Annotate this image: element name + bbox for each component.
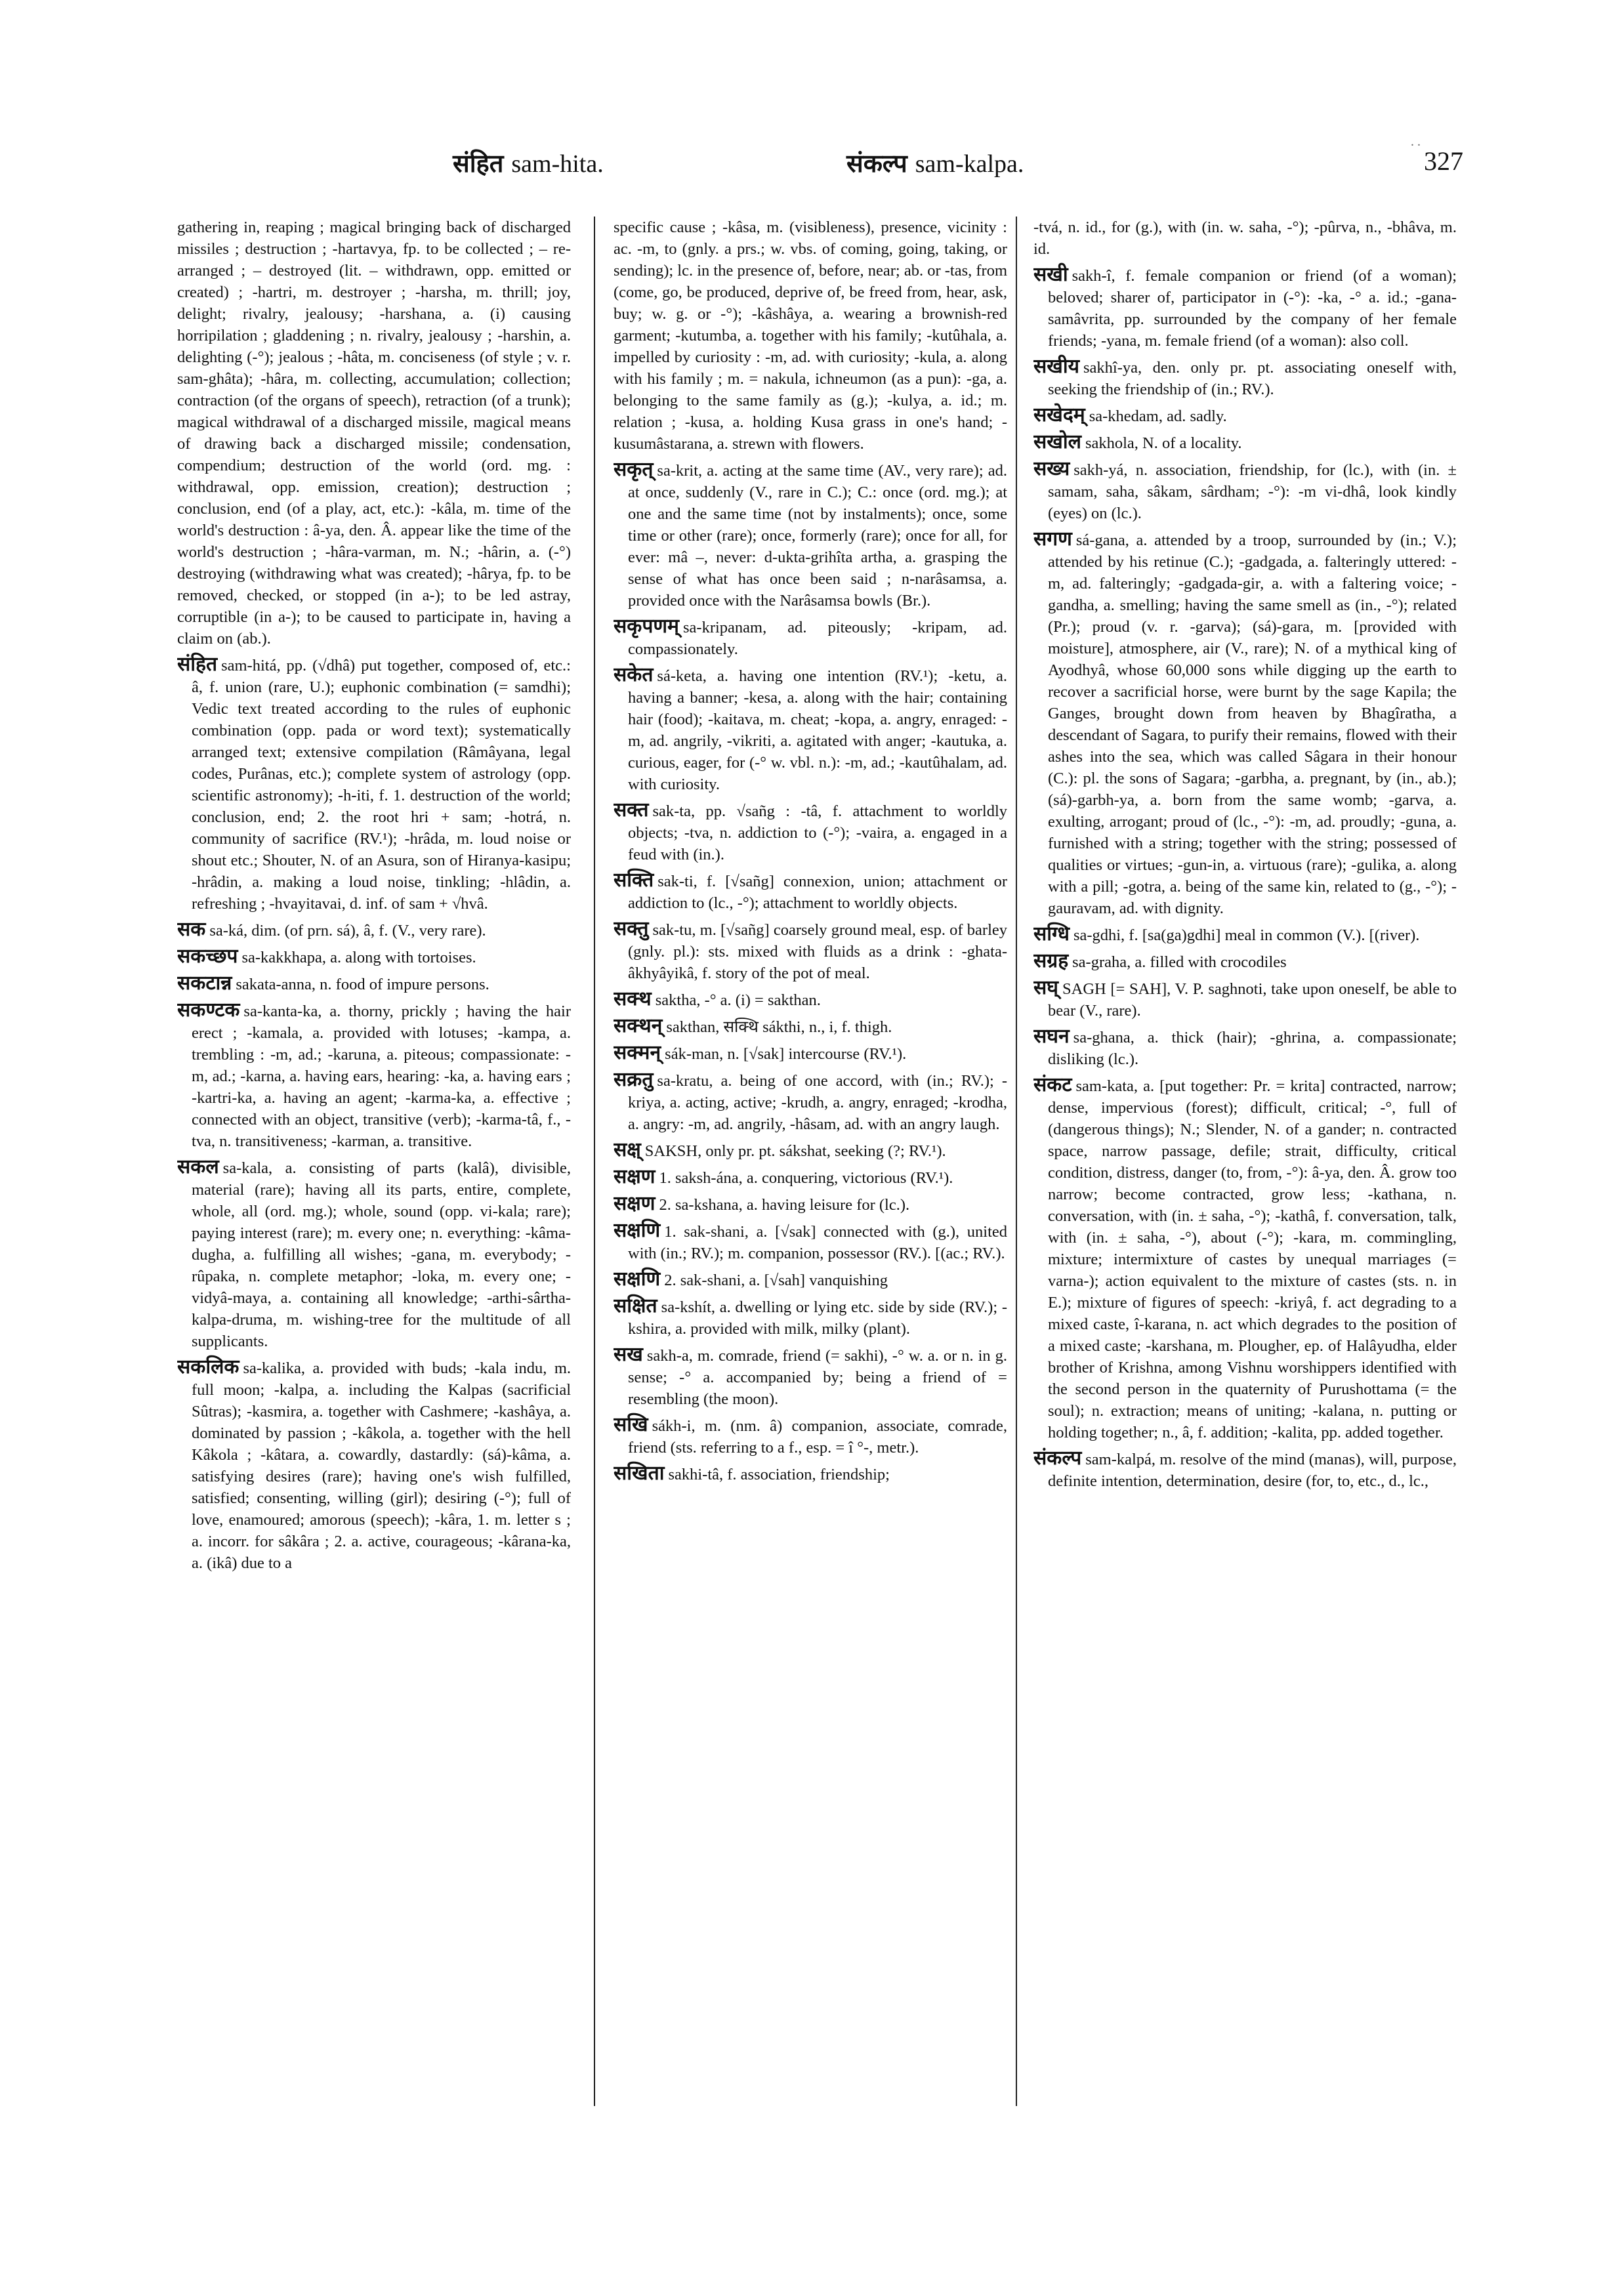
headword-devanagari: सक्षणि <box>614 1219 661 1242</box>
headword-devanagari: सक्षण <box>614 1192 656 1215</box>
headword-devanagari: सकटान्न <box>177 972 232 995</box>
entry-text: sa-kripanam, ad. piteously; -kripam, ad. compassionately. <box>628 619 1007 658</box>
header-left-roman: sam-hita. <box>511 150 604 178</box>
dictionary-entry <box>177 653 571 915</box>
headword-devanagari: सकल <box>177 1155 219 1178</box>
header-center-devanagari: संकल्प <box>846 149 907 178</box>
entry-text: sa-kratu, a. being of one accord, with (in.; RV.); -kriya, a. acting, active; -krudh, a. angry, enraged; -krodha, a. angry: -m, ad. angrily, -hâsam, ad. with an angry laugh. <box>628 1072 1007 1133</box>
dictionary-entry <box>614 1295 1007 1340</box>
entry-text: sa-ká, dim. (of prn. sá), â, f. (V., very rare). <box>209 922 486 940</box>
continued-entry <box>1033 217 1457 260</box>
headword-devanagari: सगण <box>1033 527 1072 550</box>
dictionary-entry <box>614 1042 1007 1065</box>
dictionary-entry <box>177 1356 571 1574</box>
dictionary-entry <box>177 972 571 995</box>
headword-devanagari: सक्षण <box>614 1165 656 1188</box>
entry-text: sak-ti, f. [√sañg] connexion, union; attachment or addiction to (lc., -°); attachment to worldly objects. <box>628 873 1007 912</box>
dictionary-entry <box>1033 458 1457 524</box>
dictionary-entry <box>177 919 571 941</box>
dictionary-entry <box>177 945 571 968</box>
headword-devanagari: सखोल <box>1033 430 1081 453</box>
entry-text: 2. sak-shani, a. [√sah] vanquishing <box>664 1272 888 1289</box>
entry-text: sakhî-ya, den. only pr. pt. associating oneself with, seeking the friendship of (in.; RV.). <box>1048 359 1457 398</box>
dictionary-entry <box>1033 923 1457 946</box>
entry-text: sa-kalika, a. provided with buds; -kala indu, m. full moon; -kalpa, a. including the Kalpas (sacrificial Sûtras); -kasmira, a. together with Cashmere; -kashâya, a. dominated by passion ; -kâkola, a. together with the hell Kâkola ; -kâtara, a. cowardly, dastardly: (sá)-kâma, a. satisfying desires (rare); having one's wish fulfilled, satisfied; consenting, willing (girl); desiring (-°); full of love, enamoured; amorous (speech); -kâra, 1. m. letter s ; a. incorr. for sâkâra ; 2. a. active, courageous; -kârana-ka, a. (ikâ) due to a <box>192 1359 571 1572</box>
dictionary-entry <box>614 918 1007 984</box>
dictionary-entry <box>614 1069 1007 1135</box>
dictionary-entry <box>1033 528 1457 919</box>
header-center-guideword <box>846 146 1024 180</box>
dictionary-entry <box>1033 977 1457 1022</box>
entry-text: sá-keta, a. having one intention (RV.¹); -ketu, a. having a banner; -kesa, a. along with the hair; containing hair (food); -kaitava, m. cheat; -kopa, a. angry, enraged: -m, ad. angrily, -vikriti, a. agitated with anger; -kautuka, a. curious, eager, for (-° w. vbl. n.): -m, ad.; -kautûhalam, ad. with curiosity. <box>628 667 1007 793</box>
headword-devanagari: सक्तु <box>614 917 649 940</box>
headword-devanagari: सक्मन् <box>614 1041 661 1064</box>
dictionary-entry <box>1033 356 1457 400</box>
continued-entry <box>177 217 571 650</box>
headword-devanagari: सक्थ <box>614 987 652 1010</box>
entry-text: -tvá, n. id., for (g.), with (in. w. saha, -°); -pûrva, n., -bhâva, m. id. <box>1033 218 1457 258</box>
entry-text: sa-kshít, a. dwelling or lying etc. side by side (RV.); -kshira, a. provided with milk, milky (plant). <box>628 1298 1007 1338</box>
entry-text: sa-gdhi, f. [sa(ga)gdhi] meal in common (V.). [(river). <box>1073 926 1420 944</box>
headword-devanagari: सकलिक <box>177 1355 239 1378</box>
headword-devanagari: सकृपणम् <box>614 615 679 638</box>
entry-text: 1. sak-shani, a. [√sak] connected with (g.), united with (in.; RV.); m. companion, possessor (RV.). [(ac.; RV.). <box>628 1223 1007 1262</box>
headword-devanagari: सकच्छप <box>177 945 238 968</box>
corner-marks: . . <box>1411 134 1421 149</box>
headword-devanagari: संकल्प <box>1033 1447 1082 1470</box>
entry-text: sa-krit, a. acting at the same time (AV., very rare); ad. at once, suddenly (V., rare in C.); C.: once (ord. mg.); at one and the same time (not by instalments); once, some time or other (rare); once, formerly (rare); once for all, for ever: mâ –, never: d-ukta-grihîta artha, a. grasping the sense of what has once been said ; n-narâsamsa, a. provided once with the Narâsamsa bowls (Br.). <box>628 462 1007 610</box>
headword-devanagari: सग्धि <box>1033 922 1070 945</box>
dictionary-entry <box>1033 1025 1457 1070</box>
entry-text: 2. sa-kshana, a. having leisure for (lc.). <box>659 1196 910 1214</box>
headword-devanagari: सक्थन् <box>614 1014 663 1037</box>
headword-devanagari: सखि <box>614 1413 648 1436</box>
dictionary-entry <box>614 459 1007 611</box>
entry-text: saktha, -° a. (i) = sakthan. <box>655 991 821 1009</box>
dictionary-entry <box>614 1193 1007 1216</box>
entry-text: gathering in, reaping ; magical bringing back of discharged missiles ; destruction ; -hartavya, fp. to be collected ; – re-arranged ; – destroyed (lit. – withdrawn, opp. emitted or created) ; -hartri, m. destroyer ; -harsha, m. thrill; joy, delight; rivalry, jealousy; -harshana, a. (i) causing horripilation ; gladdening ; n. rivalry, jealousy ; -harshin, a. delighting (-°); jealous ; -hâta, m. conciseness (of style ; v. r. sam-ghâta); -hâra, m. collecting, accumulation; collection; contraction (of the organs of speech), retraction (of a trunk); magical withdrawal of a discharged missile, magical means of drawing back a discharged missile; condensation, compendium; destruction of the world (ord. mg. : withdrawal, opp. emission, creation); destruction ; conclusion, end (of a play, act, etc.): -kâla, m. time of the world's destruction : â-ya, den. Â. appear like the time of the world's destruction ; -hâra-varman, m. N.; -hârin, a. (-°) destroying (withdrawing what was created); -hârya, fp. to be removed, checked, or stopped (in a-); to be led astray, corruptible (in a-); to be caused to participate in, having a claim on (ab.). <box>177 218 571 648</box>
entry-text: sá-gana, a. attended by a troop, surrounded by (in.; V.); attended by his retinue (C.); -gadgada, a. falteringly uttered: -m, ad. falteringly; -gadgada-gir, a. with a faltering voice; -gandha, a. smelling; having the same smell as (in., -°); related (Pr.); proud (v. r. -garva); (sá)-gara, m. [provided with moisture], atmosphere, air (V., rare); N. of a mythical king of Ayodhyâ, whose 60,000 sons while digging up the earth to recover a sacrificial horse, were burnt by the sage Kapila; the Ganges, brought down from heaven by Bhagîratha, a descendant of Sagara, to purify their remains, flowed with their ashes into the sea, which was called Sâgara in their honour (C.): pl. the sons of Sagara; -garbha, a. pregnant, by (in., ab.); (sá)-garbh-ya, a. born from the same womb; -garva, a. exulting, arrogant; proud of (lc., -°): -m, ad. proudly; -guna, a. furnished with a string; together with the string; possessed of qualities or virtues; -gun-in, a. virtuous (rare); -gulika, a. along with a pill; -gotra, a. being of the same kin, related to (g., -°); -gauravam, ad. with dignity. <box>1048 531 1457 917</box>
entry-text: sa-kakkhapa, a. along with tortoises. <box>241 949 476 966</box>
entry-text: sákh-i, m. (nm. â) companion, associate, comrade, friend (sts. referring to a f., esp. = î °-, metr.). <box>628 1417 1007 1457</box>
entry-text: sakh-î, f. female companion or friend (of a woman); beloved; sharer of, participator in (-°): -ka, -° a. id.; -gana-samâvrita, pp. surrounded by the company of her female friends; -yana, m. female friend (of a woman): also coll. <box>1048 267 1457 350</box>
headword-devanagari: सक्त <box>614 798 649 821</box>
header-center-roman: sam-kalpa. <box>915 150 1024 178</box>
dictionary-entry <box>177 1156 571 1352</box>
dictionary-entry <box>614 1166 1007 1189</box>
dictionary-entry <box>614 1414 1007 1458</box>
headword-devanagari: सक्रतु <box>614 1068 654 1091</box>
entry-text: sák-man, n. [√sak] intercourse (RV.¹). <box>665 1045 907 1063</box>
column-2 <box>614 217 1007 2185</box>
dictionary-entry <box>614 615 1007 660</box>
headword-devanagari: सघन <box>1033 1025 1070 1048</box>
continued-entry <box>614 217 1007 455</box>
page-header <box>177 146 1463 192</box>
entry-text: sa-khedam, ad. sadly. <box>1089 407 1227 425</box>
entry-text: sak-ta, pp. √sañg : -tâ, f. attachment to worldly objects; -tva, n. addiction to (-°); -vaira, a. engaged in a feud with (in.). <box>628 802 1007 863</box>
dictionary-entry <box>614 1015 1007 1038</box>
entry-text: sa-ghana, a. thick (hair); -ghrina, a. compassionate; disliking (lc.). <box>1048 1029 1457 1068</box>
headword-devanagari: सखिता <box>614 1462 665 1485</box>
headword-devanagari: सक्षणि <box>614 1268 661 1291</box>
entry-text: sak-tu, m. [√sañg] coarsely ground meal, esp. of barley (gnly. pl.): sts. mixed with fluids as a drink : -ghata-âkhyâyikâ, f. story of the pot of meal. <box>628 921 1007 982</box>
entry-text: sakata-anna, n. food of impure persons. <box>236 976 489 993</box>
entry-text: specific cause ; -kâsa, m. (visibleness), presence, vicinity : ac. -m, to (gnly. a prs.; w. vbs. of coming, going, taking, or sending); lc. in the presence of, before, near; ab. or -tas, from (come, go, be produced, deprive of, be freed from, hear, ask, buy; w. g. or -°); -kâshâya, a. wearing a brownish-red garment; -kutumba, a. together with his family; -kutûhala, a. impelled by curiosity : -m, ad. with curiosity; -kula, a. along with his family ; m. = nakula, ichneumon (as a pun): -ga, a. belonging to the same family as (g.); -kulya, a. id.; m. relation ; -kusa, a. holding Kusa grass in one's hand; -kusumâstarana, a. strewn with flowers. <box>614 218 1007 453</box>
dictionary-entry <box>1033 404 1457 427</box>
dictionary-entry <box>1033 264 1457 352</box>
entry-text: sam-kalpá, m. resolve of the mind (manas), will, purpose, definite intention, determination, desire (for, to, etc., d., lc., <box>1048 1451 1457 1490</box>
entry-text: sakthan, सक्थि sákthi, n., i, f. thigh. <box>666 1018 892 1036</box>
headword-devanagari: सक्ष् <box>614 1138 641 1161</box>
dictionary-entry <box>614 1462 1007 1485</box>
entry-text: sa-kala, a. consisting of parts (kalâ), divisible, material (rare); having all its parts, entire, complete, whole, all (ord. mg.); whole, sound (opp. vi-kala; rare); paying interest (rare); m. every one; n. everything: -kâma-dugha, a. fulfilling all wishes; -gana, m. everybody; -rûpaka, n. complete metaphor; -loka, m. every one; -vidyâ-maya, a. containing all knowledge; -arthi-sârtha-kalpa-druma, m. wishing-tree for the multitude of all supplicants. <box>192 1159 571 1350</box>
headword-devanagari: सकण्टक <box>177 999 240 1022</box>
headword-devanagari: सक्षित <box>614 1294 657 1317</box>
header-left-guideword <box>453 146 604 180</box>
headword-devanagari: सखी <box>1033 263 1068 286</box>
entry-text: sakh-yá, n. association, friendship, for (lc.), with (in. ± samam, saha, sâkam, sârdham; -°): -m vi-dhâ, look kindly (eyes) on (lc.). <box>1048 461 1457 522</box>
headword-devanagari: सक <box>177 918 206 941</box>
dictionary-entry <box>614 1268 1007 1291</box>
dictionary-entry <box>614 988 1007 1011</box>
entry-text: sakhola, N. of a locality. <box>1085 434 1242 452</box>
headword-devanagari: सकृत् <box>614 458 654 481</box>
headword-devanagari: सघ् <box>1033 976 1059 999</box>
dictionary-entry <box>1033 431 1457 454</box>
entry-text: sa-kanta-ka, a. thorny, prickly ; having the hair erect ; -kamala, a. provided with lotuses; -kampa, a. trembling : -m, ad.; -karuna, a. piteous; compassionate: -m, ad.; -karna, a. having ears, hearing: -ka, a. having ears ; -kartri-ka, a. having an agent; -karma-ka, a. effective ; connected with an object, transitive (verb); -karma-tâ, f., -tva, n. transitiveness; -karman, a. transitive. <box>192 1003 571 1150</box>
column-3 <box>1033 217 1457 2185</box>
entry-text: SAGH [= SAH], V. P. saghnoti, take upon oneself, be able to bear (V., rare). <box>1048 980 1457 1020</box>
entry-text: SAKSH, only pr. pt. sákshat, seeking (?; RV.¹). <box>644 1142 946 1160</box>
column-rule-1 <box>594 217 595 2106</box>
dictionary-entry <box>1033 1447 1457 1492</box>
headword-devanagari: सकेत <box>614 663 654 686</box>
headword-devanagari: सख <box>614 1343 643 1366</box>
entry-text: sa-graha, a. filled with crocodiles <box>1072 953 1287 971</box>
dictionary-entry <box>177 999 571 1152</box>
entry-text: sakh-a, m. comrade, friend (= sakhi), -° w. a. or n. in g. sense; -° a. accompanied by; being a friend of = resembling (the moon). <box>628 1347 1007 1408</box>
dictionary-entry <box>1033 950 1457 973</box>
entry-text: sam-kata, a. [put together: Pr. = krita] contracted, narrow; dense, impervious (forest); difficult, critical; -°, full of (dangerous things); N.; Slender, N. of a gander; n. contracted space, narrow passage, defile; strait, difficulty, critical condition, distress, danger (to, from, -°): â-ya, den. Â. grow too narrow; become contracted, grow less; -kathana, n. conversation, with (in. ± saha, -°); -kathâ, f. conversation, talk, with (in. ± saha, -°), about (-°); -kara, m. commingling, mixture; intermixture of castes by unequal marriages (= varna-); action equivalent to the mixture of castes (sts. n. in E.); mixture of figures of speech: -kriyâ, f. act degrading to a mixed caste, î-karana, n. act which degrades to the position of a mixed caste; -karshana, m. Plougher, ep. of Halâyudha, elder brother of Krishna, among Vishnu worshippers identified with the second person in the quaternity of Purushottama (= the soul); n. extraction; means of uniting; -kalana, n. putting or holding together; n., â, f. addition; -kalita, pp. added together. <box>1048 1077 1457 1441</box>
headword-devanagari: सग्रह <box>1033 949 1069 972</box>
column-rule-2 <box>1016 217 1017 2106</box>
dictionary-entry <box>614 664 1007 795</box>
dictionary-entry <box>614 1344 1007 1410</box>
entry-text: sakhi-tâ, f. association, friendship; <box>668 1466 890 1483</box>
headword-devanagari: संकट <box>1033 1073 1072 1096</box>
headword-devanagari: सखेदम् <box>1033 403 1085 426</box>
entry-text: 1. saksh-ána, a. conquering, victorious (RV.¹). <box>659 1169 953 1187</box>
headword-devanagari: संहित <box>177 653 218 676</box>
headword-devanagari: सक्ति <box>614 869 654 892</box>
dictionary-entry <box>614 1139 1007 1162</box>
header-left-devanagari: संहित <box>453 149 504 178</box>
page-number: 327 <box>1424 146 1463 176</box>
column-1 <box>177 217 571 2185</box>
entry-text: sam-hitá, pp. (√dhâ) put together, composed of, etc.: â, f. union (rare, U.); euphonic combination (= samdhi); Vedic text treated according to the rules of euphonic combination (opp. pada or word text); systematically arranged text; extensive compilation (Râmâyana, legal codes, Purânas, etc.); complete system of astrology (opp. scientific astronomy); -h-iti, f. 1. destruction of the world; conclusion, end; 2. the root hri + sam; -hotrá, n. community of sacrifice (RV.¹); -hrâda, m. loud noise or shout etc.; Shouter, N. of an Asura, son of Hiranya-kasipu; -hrâdin, a. making a loud noise, tinkling; -hlâdin, a. refreshing ; -hvayitavai, d. inf. of sam + √hvâ. <box>192 657 571 913</box>
dictionary-entry <box>614 1220 1007 1264</box>
dictionary-entry <box>1033 1074 1457 1443</box>
headword-devanagari: सखीय <box>1033 355 1079 378</box>
dictionary-entry <box>614 869 1007 914</box>
headword-devanagari: सख्य <box>1033 457 1070 480</box>
dictionary-entry <box>614 799 1007 865</box>
